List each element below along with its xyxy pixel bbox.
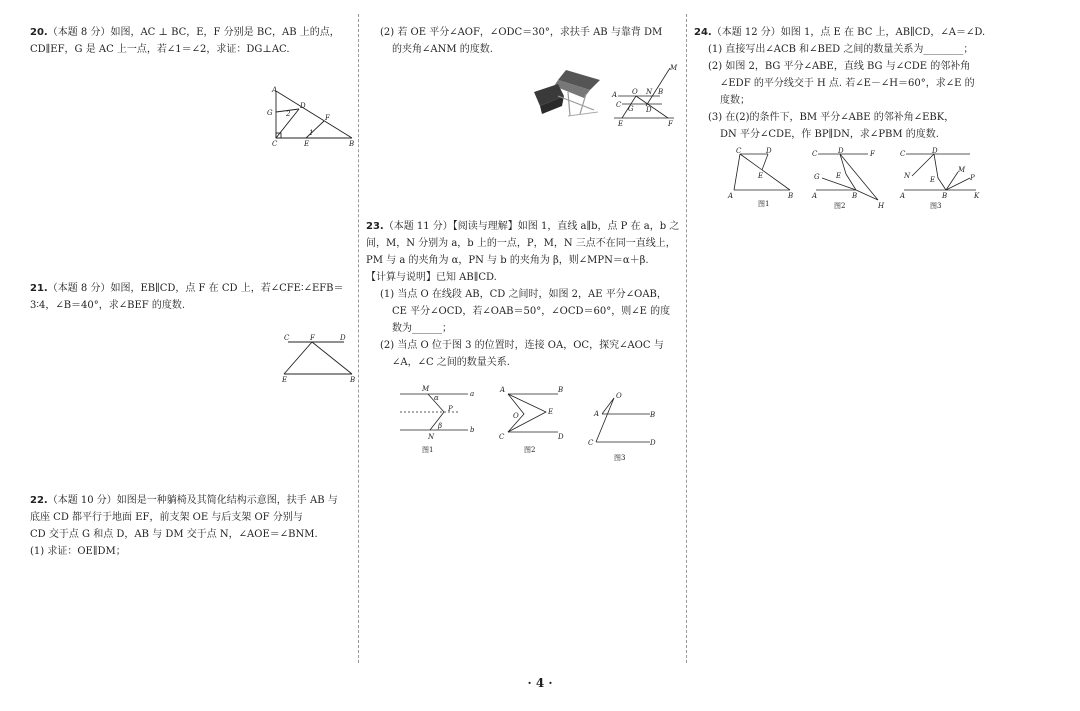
segment-eb xyxy=(938,178,946,190)
question-22-continued xyxy=(366,24,682,58)
question-part: 度数； xyxy=(720,95,750,106)
question-number: 20. xyxy=(30,27,48,38)
point-label: D xyxy=(646,106,652,114)
figure-q21 xyxy=(282,332,362,384)
question-part: (3) 在(2)的条件下，BM 平分∠ABE 的邻补角∠EBK， xyxy=(708,112,955,123)
figure-caption: 图2 xyxy=(834,202,846,210)
segment-dh xyxy=(840,154,878,200)
point-label: G xyxy=(628,105,634,113)
point-label: C xyxy=(284,334,290,342)
figure-q23-3 xyxy=(588,384,664,462)
question-part: (2) 如图 2，BG 平分∠ABE，直线 BG 与∠CDE 的邻补角 xyxy=(708,61,971,72)
point-label: F xyxy=(668,120,673,128)
column-middle xyxy=(366,14,682,663)
point-label: D xyxy=(558,433,564,441)
figure-q22 xyxy=(612,66,682,128)
point-label: A xyxy=(900,192,906,200)
question-text: 【计算与说明】已知 AB∥CD. xyxy=(366,272,497,283)
question-text: （本题 8 分）如图，AC ⊥ BC，E，F 分别是 BC，AB 上的点， xyxy=(47,27,340,38)
point-label: A xyxy=(728,192,734,200)
angle-label: β xyxy=(438,422,443,430)
angle-label: 1 xyxy=(309,129,314,137)
point-label: F xyxy=(325,114,330,122)
question-number: 21. xyxy=(30,283,48,294)
line-label: b xyxy=(470,426,475,434)
question-text: CD 交于点 G 和点 D，AB 与 DM 交于点 N，∠AOE＝∠BNM. xyxy=(30,529,318,540)
segment-dn xyxy=(912,154,934,176)
point-label: B xyxy=(788,192,794,200)
point-label: K xyxy=(974,192,980,200)
question-part: (1) 直接写出∠ACB 和∠BED 之间的数量关系为________； xyxy=(708,44,974,55)
column-divider xyxy=(686,14,687,663)
figure-q20 xyxy=(264,86,364,148)
angle-label: 2 xyxy=(286,110,291,118)
figure-caption: 图1 xyxy=(422,446,434,454)
point-label: D xyxy=(300,102,306,110)
chair-image xyxy=(534,70,600,116)
point-label: C xyxy=(499,433,505,441)
question-part: (2) 若 OE 平分∠AOF，∠ODC＝30°，求扶手 AB 与靠背 DM xyxy=(380,27,663,38)
point-label: C xyxy=(616,101,622,109)
segment-cb xyxy=(740,154,790,190)
segment-dm xyxy=(646,68,670,106)
figure-q24-2 xyxy=(812,148,892,210)
point-label: G xyxy=(267,109,273,117)
question-text: （本题 8 分）如图，EB∥CD，点 F 在 CD 上，若∠CFE∶∠EFB＝ xyxy=(47,283,344,294)
question-20 xyxy=(30,24,354,58)
point-label: E xyxy=(618,120,624,128)
segment-of xyxy=(636,96,668,118)
point-label: E xyxy=(304,140,310,148)
segment-fe xyxy=(284,342,312,374)
point-label: B xyxy=(650,411,656,419)
point-label: A xyxy=(812,192,818,200)
angle-label: α xyxy=(434,394,439,402)
question-part: (1) 当点 O 在线段 AB，CD 之间时，如图 2，AE 平分∠OAB， xyxy=(380,289,667,300)
question-number: 22. xyxy=(30,495,48,506)
point-label: M xyxy=(670,64,678,72)
point-label: B xyxy=(852,192,858,200)
point-label: D xyxy=(650,439,656,447)
point-label: C xyxy=(588,439,594,447)
question-text: （本题 11 分）【阅读与理解】如图 1，直线 a∥b，点 P 在 a，b 之 xyxy=(383,221,680,232)
line-label: a xyxy=(470,390,475,398)
point-label: C xyxy=(900,150,906,158)
question-part: ∠EDF 的平分线交于 H 点. 若∠E－∠H＝60°，求∠E 的 xyxy=(720,78,975,89)
question-23 xyxy=(366,218,682,371)
point-label: N xyxy=(428,433,435,441)
figure-caption: 图2 xyxy=(524,446,536,454)
question-part: ∠A，∠C 之间的数量关系. xyxy=(392,357,510,368)
point-label: E xyxy=(758,172,764,180)
point-label: A xyxy=(500,386,506,394)
figure-caption: 图3 xyxy=(614,454,626,462)
point-label: B xyxy=(658,88,664,96)
segment-oc xyxy=(596,398,614,442)
figure-q24-3 xyxy=(900,148,984,210)
question-text: （本题 12 分）如图 1，点 E 在 BC 上，AB∥CD，∠A＝∠D. xyxy=(711,27,986,38)
figure-q23-2 xyxy=(496,384,572,454)
point-label: O xyxy=(632,88,638,96)
figure-caption: 图1 xyxy=(758,200,770,208)
point-label: E xyxy=(282,376,288,384)
recliner-photo xyxy=(528,66,608,122)
figure-q24-1 xyxy=(728,148,806,210)
point-label: D xyxy=(932,147,938,155)
question-number: 24. xyxy=(694,27,712,38)
question-text: 底座 CD 都平行于地面 EF，前支架 OE 与后支架 OF 分别与 xyxy=(30,512,303,523)
point-label: A xyxy=(272,86,278,94)
point-label: M xyxy=(958,166,966,174)
point-label: F xyxy=(870,150,875,158)
column-right xyxy=(694,14,1020,663)
point-label: D xyxy=(766,147,772,155)
question-text: 间，M，N 分别为 a，b 上的一点，P，M，N 三点不在同一直线上， xyxy=(366,238,676,249)
page-number: · 4 · xyxy=(527,676,553,690)
question-text: （本题 10 分）如图是一种躺椅及其简化结构示意图，扶手 AB 与 xyxy=(47,495,338,506)
question-part: (1) 求证：OE∥DM； xyxy=(30,546,126,557)
point-label: N xyxy=(904,172,911,180)
segment-fb xyxy=(312,342,352,374)
point-label: O xyxy=(616,392,622,400)
point-label: M xyxy=(422,385,430,393)
point-label: A xyxy=(594,410,600,418)
figure-caption: 图3 xyxy=(930,202,942,210)
point-label: C xyxy=(736,147,742,155)
question-part: DN 平分∠CDE，作 BP∥DN，求∠PBM 的度数. xyxy=(720,129,939,140)
segment-bh xyxy=(856,190,878,200)
point-label: G xyxy=(814,173,820,181)
segment-de xyxy=(762,154,768,170)
figure-q23-1 xyxy=(398,384,474,454)
question-text: 3∶4，∠B＝40°，求∠BEF 的度数. xyxy=(30,300,186,311)
point-label: D xyxy=(340,334,346,342)
point-label: P xyxy=(970,174,975,182)
point-label: P xyxy=(448,405,453,413)
point-label: A xyxy=(612,91,618,99)
question-22 xyxy=(30,492,354,560)
question-24 xyxy=(694,24,1020,143)
point-label: B xyxy=(942,192,948,200)
point-label: H xyxy=(878,202,885,210)
point-label: F xyxy=(310,334,315,342)
segment-ao xyxy=(602,398,614,414)
point-label: E xyxy=(836,172,842,180)
question-21 xyxy=(30,280,354,314)
point-label: E xyxy=(548,408,554,416)
question-part: (2) 当点 O 位于图 3 的位置时，连接 OA，OC，探究∠AOC 与 xyxy=(380,340,664,351)
point-label: C xyxy=(272,140,278,148)
question-text: CD∥EF，G 是 AC 上一点，若∠1＝∠2，求证：DG⊥AC. xyxy=(30,44,290,55)
column-left xyxy=(30,14,354,663)
question-part: CE 平分∠OCD，若∠OAB＝50°，∠OCD＝60°，则∠E 的度 xyxy=(392,306,671,317)
segment-ac xyxy=(734,154,740,190)
question-text: PM 与 a 的夹角为 α，PN 与 b 的夹角为 β，则∠MPN＝α＋β. xyxy=(366,255,649,266)
segment-de xyxy=(840,154,846,174)
point-label: E xyxy=(930,176,936,184)
point-label: B xyxy=(350,376,356,384)
segment-de xyxy=(934,154,938,178)
question-part: 数为______； xyxy=(392,323,452,334)
point-label: N xyxy=(646,88,653,96)
question-number: 23. xyxy=(366,221,384,232)
segment-eb xyxy=(846,174,856,190)
point-label: B xyxy=(558,386,564,394)
question-part: 的夹角∠ANM 的度数. xyxy=(392,44,493,55)
point-label: B xyxy=(349,140,355,148)
point-label: C xyxy=(812,150,818,158)
point-label: D xyxy=(838,147,844,155)
point-label: O xyxy=(513,412,519,420)
